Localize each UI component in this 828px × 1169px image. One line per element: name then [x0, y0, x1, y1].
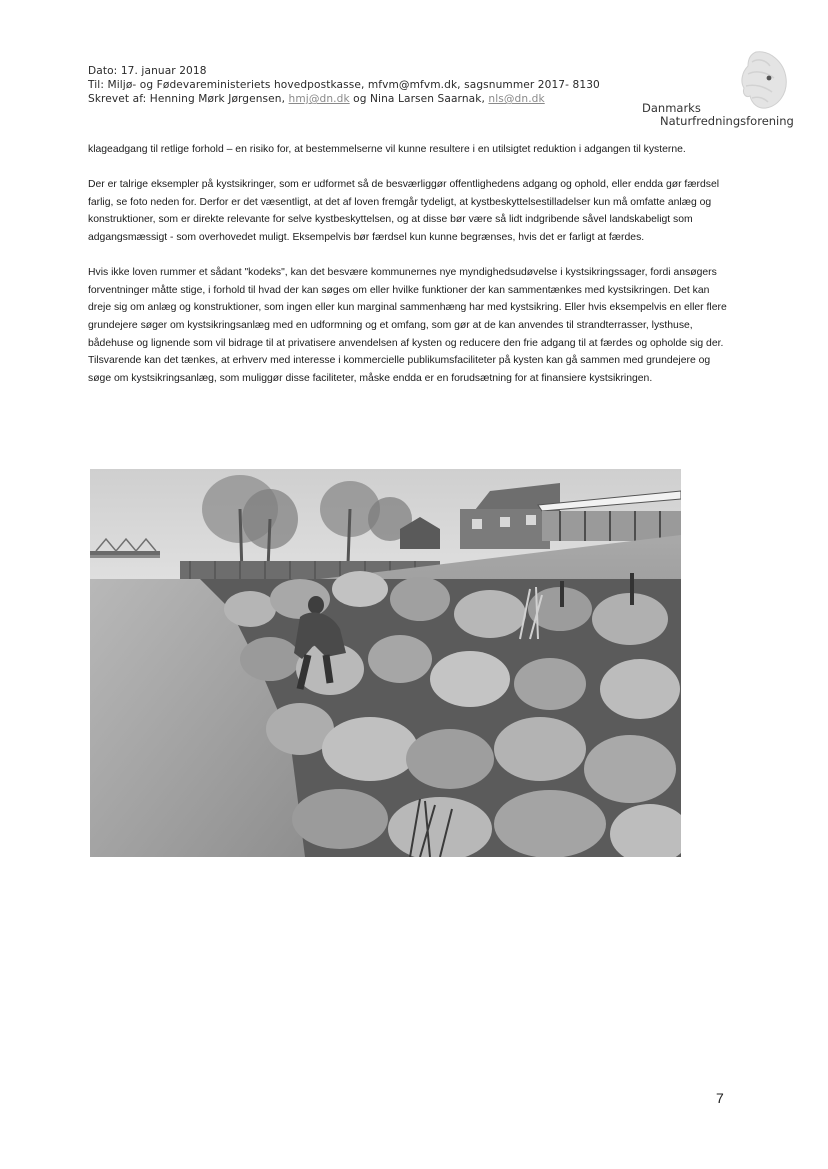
letter-header [88, 64, 628, 106]
author-line [88, 92, 628, 106]
author-middle: og Nina Larsen Saarnak, [349, 93, 489, 105]
email-link-1[interactable]: hmj@dn.dk [288, 93, 350, 105]
email-link-2[interactable]: nls@dn.dk [488, 93, 545, 105]
paragraph-1: klageadgang til retlige forhold – en risiko for, at bestemmelserne vil kunne resultere i en utilsigtet reduktion i adgangen til kysterne. [88, 144, 686, 155]
page-number: 7 [716, 1090, 724, 1106]
organization-logo [640, 48, 794, 132]
body-text [88, 141, 734, 405]
logo-line-2: Naturfredningsforening [660, 114, 794, 128]
logo-line-1: Danmarks [642, 101, 701, 115]
author-prefix: Skrevet af: Henning Mørk Jørgensen, [88, 93, 289, 105]
recipient-line: Til: Miljø- og Fødevareministeriets hovedpostkasse, mfvm@mfvm.dk, sagsnummer 2017- 8130 [88, 79, 600, 91]
paragraph-3: Hvis ikke loven rummer et sådant "kodeks", kan det besvære kommunernes nye myndighedsudøvelse i kystsikringssager, fordi ansøgers forventninger måtte stige, i forhold til hvad der kan søges om eller hvilke funktioner der kan sammentænkes med kystsikringen. Det kan dreje sig om anlæg og konstruktioner, som ingen eller kun marginal sammenhæng har med kystsikring. Eller hvis eksempelvis en eller flere grundejere søger om kystsikringsanlæg med en udformning og et omfang, som gør at de kan anvendes til strandterrasser, lysthuse, bådehuse og lignende som vil bidrage til at privatisere anvendelsen af kysten og reducere den frie adgang til at færdes og opholde sig der. Tilsvarende kan det tænkes, at erhverv med interesse i kommercielle publikumsfaciliteter på kysten kan gå sammen med grundejere og søge om kystsikringsanlæg, som muliggør disse faciliteter, måske endda er en forudsætning for at finansiere kystsikringen. [88, 267, 727, 384]
paragraph-2: Der er talrige eksempler på kystsikringer, som er udformet så de besværliggør offentlighedens adgang og ophold, eller endda gør færdsel farlig, se foto neden for. Derfor er det væsentligt, at det af loven fremgår tydeligt, at kystbeskyttelsestilladelser kun må omfatte anlæg og konstruktioner, som er direkte relevante for selve kystbeskyttelsen, og at disse bør være så lidt indgribende såvel landskabeligt som adgangsmæssigt - som overhovedet muligt. Eksempelvis bør færdsel kun kunne begrænses, hvis det er farligt at færdes. [88, 179, 720, 243]
logo-wordmark [640, 101, 794, 128]
logo-mark-icon [736, 48, 790, 110]
date-line: Dato: 17. januar 2018 [88, 65, 207, 77]
coastal-protection-photo [90, 469, 681, 857]
